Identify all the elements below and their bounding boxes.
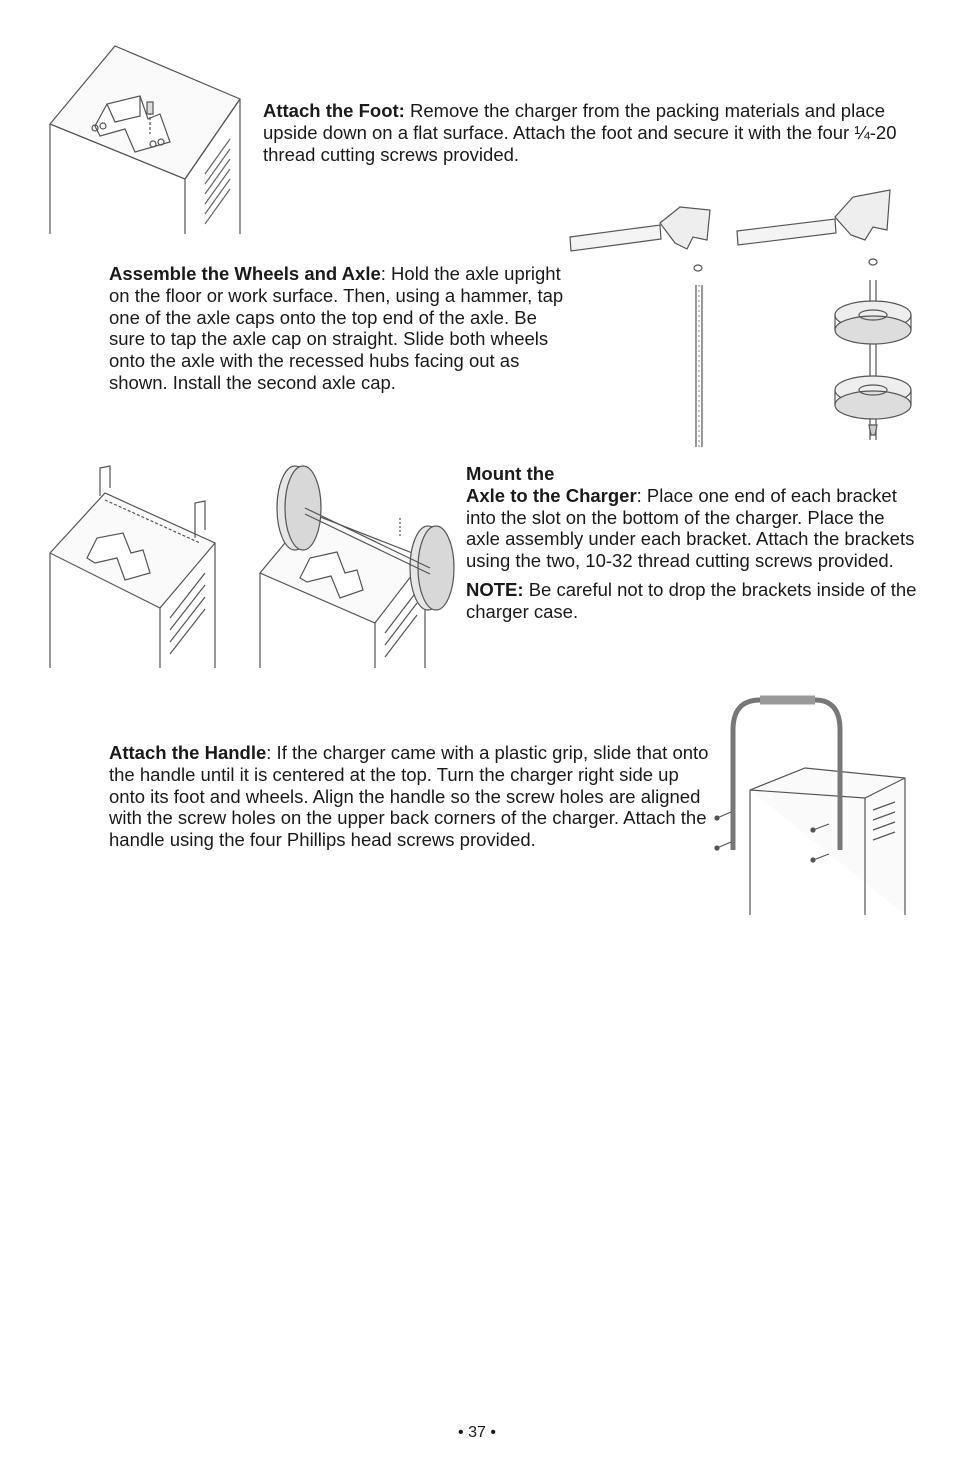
wheels-axle-illustration bbox=[565, 185, 930, 450]
mount-axle-body: : Place one end of each bracket into the slot on the bottom of the charger. Place the axle assembly under each bracket. Attach the brackets using the two, 10-32 thread cutting screws provided. bbox=[466, 484, 915, 572]
mount-axle-heading-line1: Mount the bbox=[466, 463, 555, 484]
mount-axle-illustration bbox=[45, 458, 455, 668]
mount-axle-heading-line2: Axle to the Charger bbox=[466, 484, 637, 506]
assemble-wheels-body: : Hold the axle upright on the floor or work surface. Then, using a hammer, tap one of the axle caps onto the top end of the axle. Be sure to tap the axle cap on straight. Slide both wheels onto the axle with the recessed hubs facing out as shown. Install the second axle cap. bbox=[109, 263, 564, 393]
assemble-wheels-heading: Assemble the Wheels and Axle bbox=[109, 263, 381, 284]
foot-illustration bbox=[45, 44, 265, 234]
note-body: Be careful not to drop the brackets inside of the charger case. bbox=[466, 578, 917, 622]
mount-axle-text bbox=[466, 463, 921, 623]
attach-foot-heading: Attach the Foot: bbox=[263, 100, 405, 121]
attach-handle-text bbox=[109, 742, 714, 851]
page-number: • 37 • bbox=[458, 1424, 496, 1441]
note-label: NOTE: bbox=[466, 578, 524, 600]
attach-foot-text bbox=[263, 100, 913, 165]
attach-handle-body: : If the charger came with a plastic grip, slide that onto the handle until it is centered at the top. Turn the charger right side up onto its foot and wheels. Align the handle so the screw holes are aligned with the screw holes on the upper back corners of the charger. Attach the handle using the four Phillips head screws provided. bbox=[109, 742, 709, 851]
assemble-wheels-text bbox=[109, 263, 574, 394]
attach-foot-body: Remove the charger from the packing materials and place upside down on a flat surface. Attach the foot and secure it with the four ¼-20 thread cutting screws provided. bbox=[263, 100, 897, 165]
attach-handle-heading: Attach the Handle bbox=[109, 742, 267, 763]
attach-handle-illustration bbox=[705, 690, 915, 915]
